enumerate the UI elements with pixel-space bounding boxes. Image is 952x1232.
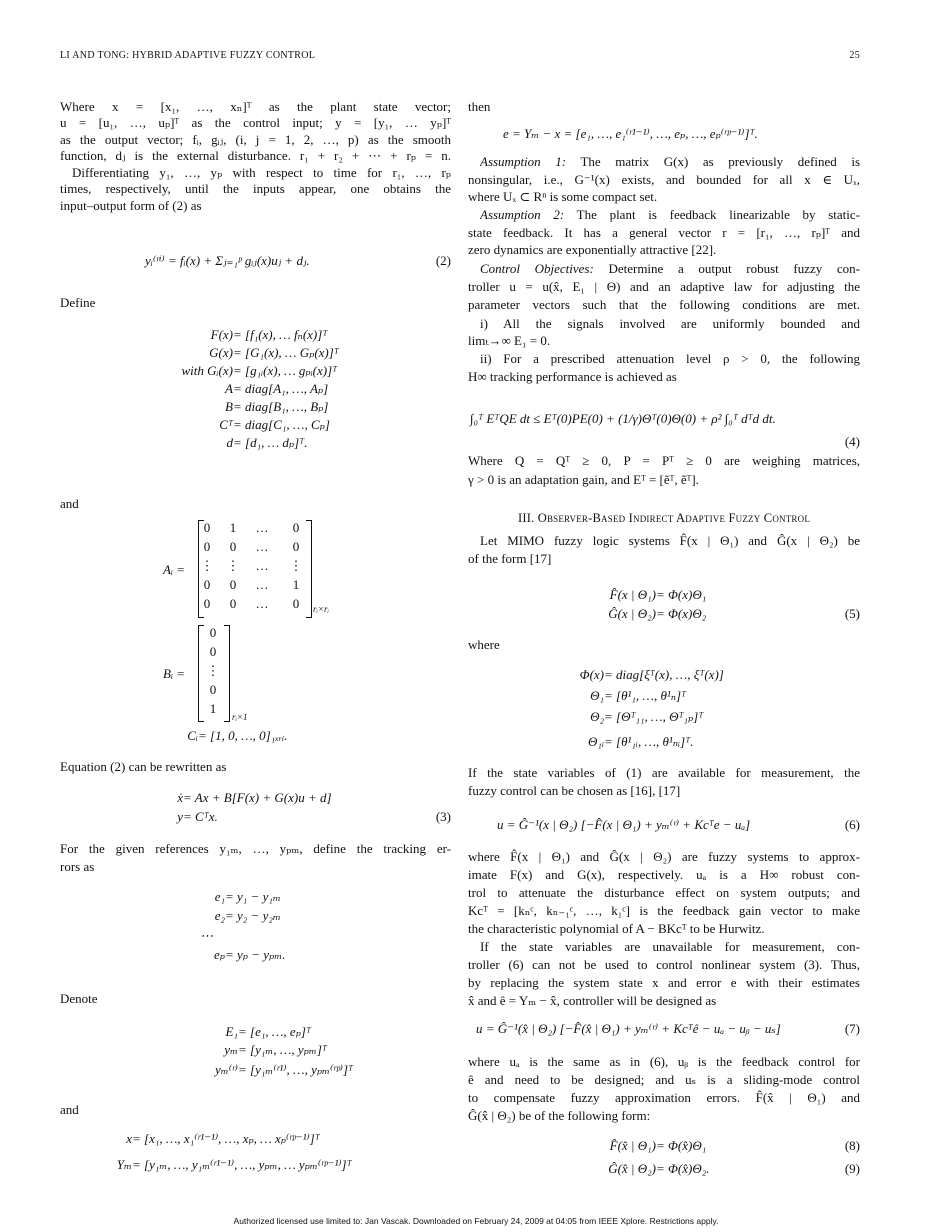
matrix-a-cell: 0 xyxy=(229,596,237,611)
text-line: troller (6) can not be used to control nonlinear system (3). Thus, xyxy=(468,957,860,972)
paragraph-text: Determine a output robust fuzzy con- xyxy=(593,261,860,276)
matrix-b-label: Bᵢ = xyxy=(163,666,186,681)
equation-rhs: = [θ¹₁ᵢ, …, θ¹ₙᵢ]ᵀ. xyxy=(604,734,694,749)
paragraph-text: The plant is feedback linearizable by static- xyxy=(564,207,860,222)
equation-number: (3) xyxy=(435,809,451,824)
aligned-equation xyxy=(73,381,493,397)
text-line: the characteristic polynomial of A − BKcᵀ to be Hurwitz. xyxy=(468,921,765,936)
text-line xyxy=(480,261,860,277)
text-line: limₜ→∞ E₁ = 0. xyxy=(468,333,551,348)
text-line: Kcᵀ = [kₙᶜ, kₙ₋₁ᶜ, …, k₁ᶜ] is the feedback gain vector to make xyxy=(468,903,860,918)
text-line: and xyxy=(60,1102,79,1117)
text-line: Denote xyxy=(60,991,98,1006)
aligned-equation xyxy=(73,345,493,361)
aligned-equation xyxy=(73,363,493,379)
equation-lhs: F̂(x | Θ₁) xyxy=(609,587,656,602)
text-line: rors as xyxy=(60,859,95,874)
equation-rhs: = Ax + B[F(x) + G(x)u + d] xyxy=(183,790,332,805)
text-line: ii) For a prescribed attenuation level ρ > 0, the following xyxy=(480,351,860,366)
matrix-a-cell: … xyxy=(255,577,269,592)
equation-lhs: Θ₂ xyxy=(590,709,604,724)
equation: u = Ĝ⁻¹(x | Θ₂) [−F̂(x | Θ₁) + yₘ⁽ʳ⁾ + Kcᵀe − uₐ] xyxy=(497,817,751,832)
aligned-equation xyxy=(78,1062,498,1078)
matrix-a-cell: … xyxy=(255,539,269,554)
aligned-equation xyxy=(78,1042,498,1058)
matrix-a-cell: 1 xyxy=(229,520,237,535)
text-line: If the state variables of (1) are available for measurement, the xyxy=(468,765,860,780)
text-line: x̂ and ê = Yₘ − x̂, controller will be designed as xyxy=(468,993,717,1008)
equation-lhs: A xyxy=(225,381,233,396)
paragraph-lead-in: Assumption 2: xyxy=(480,207,565,222)
equation-lhs: F̂(x̂ | Θ₁) xyxy=(609,1138,656,1153)
text-line: by replacing the system state x and error e with their estimates xyxy=(468,975,860,990)
matrix-a-cell: ⋮ xyxy=(289,558,303,573)
text-line: where Uₓ ⊂ Rⁿ is some compact set. xyxy=(468,189,658,204)
aligned-equation xyxy=(444,709,864,725)
matrix-a-cell: 0 xyxy=(292,520,300,535)
matrix-a-cell: … xyxy=(255,558,269,573)
equation-lhs: d xyxy=(226,435,233,450)
running-header-title: LI AND TONG: HYBRID ADAPTIVE FUZZY CONTROL xyxy=(60,50,316,61)
text-line: fuzzy control can be chosen as [16], [17] xyxy=(468,783,681,798)
matrix-a-cell: 0 xyxy=(203,577,211,592)
equation-lhs: x xyxy=(126,1131,132,1146)
equation-rhs: = diag[ξᵀ(x), …, ξᵀ(x)] xyxy=(604,667,724,682)
text-line: zero dynamics are exponentially attractive [22]. xyxy=(468,242,717,257)
text-line: H∞ tracking performance is achieved as xyxy=(468,369,677,384)
text-line: state feedback. It has a general vector r = [r₁, …, rₚ]ᵀ and xyxy=(468,225,860,240)
equation-number: (4) xyxy=(844,434,860,449)
equation-number: (5) xyxy=(844,606,860,621)
matrix-b-size: rᵢ×1 xyxy=(232,712,248,722)
matrix-a-size: rᵢ×rᵢ xyxy=(313,604,329,614)
text-line: Equation (2) can be rewritten as xyxy=(60,759,227,774)
text-line: i) All the signals involved are uniformly bounded and xyxy=(480,316,860,331)
equation-rhs: = diag[C₁, …, Cₚ] xyxy=(233,417,330,432)
matrix-a-cell: 0 xyxy=(229,577,237,592)
equation: ∫₀ᵀ EᵀQE dt ≤ Eᵀ(0)PE(0) + (1/γ)Θᵀ(0)Θ(0) + ρ² ∫₀ᵀ dᵀd dt. xyxy=(470,411,776,426)
equation-lhs: Yₘ xyxy=(116,1157,132,1172)
equation-rhs: = [e₁, …, eₚ]ᵀ xyxy=(238,1024,311,1039)
equation-rhs: = Φ(x)Θ₁ xyxy=(656,587,707,602)
equation-lhs: G(x) xyxy=(209,345,233,360)
text-line: times, respectively, until the inputs appear, one obtains the xyxy=(60,181,451,196)
equation-lhs: Cᵀ xyxy=(219,417,233,432)
equation-rhs: = diag[A₁, …, Aₚ] xyxy=(233,381,329,396)
equation-rhs: = diag[B₁, …, Bₚ] xyxy=(233,399,329,414)
text-line: nonsingular, i.e., G⁻¹(x) exists, and bounded for all x ∈ Uₓ, xyxy=(468,172,860,187)
aligned-equation xyxy=(73,327,493,343)
equation-number: (6) xyxy=(844,817,860,832)
equation-rhs: = Φ(x̂)Θ₂. xyxy=(656,1161,710,1176)
aligned-equation xyxy=(444,688,864,704)
equation-lhs: yₘ xyxy=(224,1042,238,1057)
text-line: where uₐ is the same as in (6), uᵦ is the feedback control for xyxy=(468,1054,860,1069)
equation: yᵢ⁽ʳⁱ⁾ = fᵢ(x) + Σⱼ₌₁ᵖ gᵢⱼ(x)uⱼ + dⱼ. xyxy=(145,253,310,268)
text-line: Define xyxy=(60,295,96,310)
equation-rhs: = [x₁, …, x₁⁽ʳ¹⁻¹⁾, …, xₚ, … xₚ⁽ʳᵖ⁻¹⁾]ᵀ xyxy=(132,1131,320,1146)
aligned-equation xyxy=(65,947,485,963)
equation-rhs: = [θ¹₁, …, θ¹ₙ]ᵀ xyxy=(604,688,687,703)
text-line: and xyxy=(60,496,79,511)
equation: u = Ĝ⁻¹(x̂ | Θ₂) [−F̂(x̂ | Θ₁) + yₘ⁽ʳ⁾ + Kcᵀê − uₐ − uᵦ − uₛ] xyxy=(476,1021,781,1036)
text-line: trol to attenuate the disturbance effect on system outputs; and xyxy=(468,885,860,900)
aligned-equation xyxy=(73,417,493,433)
equation-number: (9) xyxy=(844,1161,860,1176)
equation-lhs: eₚ xyxy=(214,947,225,962)
equation-lhs: E₁ xyxy=(225,1024,238,1039)
paragraph-lead-in: Control Objectives: xyxy=(480,261,594,276)
text-line: troller u = u(x̂, E₁ | Θ) and an adaptive law for adjusting the xyxy=(468,279,860,294)
aligned-equation xyxy=(0,1131,392,1147)
text-line: input–output form of (2) as xyxy=(60,198,202,213)
text-line: Differentiating y₁, …, yₚ with respect to time for r₁, …, rₚ xyxy=(72,165,451,180)
aligned-equation xyxy=(73,399,493,415)
equation-lhs: Ĝ(x̂ | Θ₂) xyxy=(608,1161,656,1176)
equation-rhs: = [1, 0, …, 0]₁ₓᵣᵢ. xyxy=(198,728,288,743)
equation-rhs: = Φ(x̂)Θ₁ xyxy=(656,1138,707,1153)
footer-license-notice: Authorized licensed use limited to: Jan Vascak. Downloaded on February 24, 2009 at 04:05 from IEEE Xplore. Restrictions apply. xyxy=(233,1216,719,1226)
equation-lhs: Θ₁ᵢ xyxy=(588,734,604,749)
aligned-equation xyxy=(73,435,493,451)
aligned-equation xyxy=(444,667,864,683)
text-line: Ĝ(x̂ | Θ₂) be of the following form: xyxy=(468,1108,651,1123)
equation-number: (8) xyxy=(844,1138,860,1153)
text-line: u = [u₁, …, uₚ]ᵀ as the control input; y = [y₁, … yₚ]ᵀ xyxy=(60,115,451,130)
paragraph-text: The matrix G(x) as previously defined is xyxy=(566,154,860,169)
matrix-a-cell: 0 xyxy=(203,539,211,554)
text-line: Where Q = Qᵀ ≥ 0, P = Pᵀ ≥ 0 are weighing matrices, xyxy=(468,453,860,468)
matrix-a-cell: 0 xyxy=(229,539,237,554)
matrix-a-cell: 0 xyxy=(292,596,300,611)
matrix-a-cell: 1 xyxy=(292,577,300,592)
equation-lhs: with Gᵢ(x) xyxy=(181,363,233,378)
equation-lhs: Ĝ(x | Θ₂) xyxy=(608,606,656,621)
equation-rhs: = [g₁ᵢ(x), … gₚᵢ(x)]ᵀ xyxy=(233,363,338,378)
equation-number: (7) xyxy=(844,1021,860,1036)
equation-rhs: = [Θᵀ₁₁, …, Θᵀ₁ₚ]ᵀ xyxy=(604,709,704,724)
matrix-b-cell: 0 xyxy=(209,682,217,697)
matrix-a-cell: … xyxy=(255,520,269,535)
aligned-equation xyxy=(23,790,443,806)
text-line xyxy=(480,207,860,223)
equation-rhs: = y₂ − y₂ₘ xyxy=(225,908,281,923)
matrix-a-cell: 0 xyxy=(203,596,211,611)
equation-lhs: Θ₁ xyxy=(590,688,604,703)
equation-lhs: ẋ xyxy=(177,790,183,805)
aligned-equation xyxy=(496,587,916,603)
equation-lhs: yₘ⁽ʳ⁾ xyxy=(214,1062,238,1077)
aligned-equation xyxy=(65,908,485,924)
text-line: ê and need to be designed; and uₛ is a sliding-mode control xyxy=(468,1072,860,1087)
text-line: For the given references y₁ₘ, …, yₚₘ, define the tracking er- xyxy=(60,841,451,856)
text-line: γ > 0 is an adaptation gain, and Eᵀ = [ẽᵀ, ẽᵀ]. xyxy=(468,472,699,487)
matrix-b-cell: 0 xyxy=(209,644,217,659)
equation-lhs: B xyxy=(225,399,233,414)
aligned-equation xyxy=(65,889,485,905)
matrix-a-label: Aᵢ = xyxy=(163,562,186,577)
matrix-a-cell: ⋮ xyxy=(226,558,240,573)
matrix-a-cell: 0 xyxy=(292,539,300,554)
aligned-equation xyxy=(444,734,864,750)
equation: e = Yₘ − x = [e₁, …, e₁⁽ʳ¹⁻¹⁾, …, eₚ, …, eₚ⁽ʳᵖ⁻¹⁾]ᵀ. xyxy=(503,126,758,141)
equation-rhs: = Φ(x)Θ₂ xyxy=(656,606,707,621)
text-line: Let MIMO fuzzy logic systems F̂(x | Θ₁) and Ĝ(x | Θ₂) be xyxy=(480,533,860,548)
aligned-equation xyxy=(0,1157,392,1173)
text-line: of the form [17] xyxy=(468,551,552,566)
paragraph-lead-in: Assumption 1: xyxy=(480,154,567,169)
text-line: Where x = [x₁, …, xₙ]ᵀ as the plant state vector; xyxy=(60,99,451,114)
text-line: imate F(x) and G(x), respectively. uₐ is a H∞ robust con- xyxy=(468,867,860,882)
equation-rhs: = yₚ − yₚₘ. xyxy=(225,947,286,962)
page-number: 25 xyxy=(849,50,860,61)
equation-rhs: = [y₁ₘ⁽ʳ¹⁾, …, yₚₘ⁽ʳᵖ⁾]ᵀ xyxy=(238,1062,354,1077)
matrix-b-cell: 0 xyxy=(209,625,217,640)
text-line: parameter vectors such that the following conditions are met. xyxy=(468,297,860,312)
text-line: function, dⱼ is the external disturbance. r₁ + r₂ + ⋯ + rₚ = n. xyxy=(60,148,451,163)
equation-lhs: F(x) xyxy=(210,327,233,342)
equation-number: (2) xyxy=(435,253,451,268)
text-line: If the state variables are unavailable for measurement, con- xyxy=(480,939,860,954)
equation-rhs: = Cᵀx. xyxy=(183,809,218,824)
equation-rhs: = [f₁(x), … fₙ(x)]ᵀ xyxy=(233,327,328,342)
text-line: then xyxy=(468,99,491,114)
equation-rhs: = y₁ − y₁ₘ xyxy=(225,889,281,904)
matrix-a-cell: 0 xyxy=(203,520,211,535)
aligned-equation xyxy=(38,728,458,744)
equation-rhs: = [G₁(x), … Gₚ(x)]ᵀ xyxy=(233,345,339,360)
equation-lhs: e₁ xyxy=(214,889,225,904)
equation-rhs: = [y₁ₘ, …, y₁ₘ⁽ʳ¹⁻¹⁾, …, yₚₘ, … yₚₘ⁽ʳᵖ⁻¹⁾]ᵀ xyxy=(132,1157,352,1172)
equation-lhs: y xyxy=(177,809,183,824)
equation: ⋯ xyxy=(200,928,213,943)
matrix-b-cell: 1 xyxy=(209,701,217,716)
matrix-a-cell: … xyxy=(255,596,269,611)
text-line: where F̂(x | Θ₁) and Ĝ(x | Θ₂) are fuzzy systems to approx- xyxy=(468,849,860,864)
equation-lhs: e₂ xyxy=(214,908,225,923)
matrix-a-cell: ⋮ xyxy=(200,558,214,573)
text-line: where xyxy=(468,637,500,652)
equation-rhs: = [y₁ₘ, …, yₚₘ]ᵀ xyxy=(238,1042,327,1057)
text-line: to compensate fuzzy approximation errors. F̂(x̂ | Θ₁) and xyxy=(468,1090,860,1105)
section-heading: III. Observer-Based Indirect Adaptive Fuzzy Control xyxy=(517,511,811,525)
equation-lhs: Φ(x) xyxy=(579,667,604,682)
equation-rhs: = [d₁, … dₚ]ᵀ. xyxy=(233,435,308,450)
equation-lhs: Cᵢ xyxy=(187,728,198,743)
text-line: as the output vector; fᵢ, gᵢⱼ, (i, j = 1, 2, …, p) as the smooth xyxy=(60,132,451,147)
aligned-equation xyxy=(78,1024,498,1040)
matrix-b-cell: ⋮ xyxy=(206,663,220,678)
text-line xyxy=(480,154,860,170)
